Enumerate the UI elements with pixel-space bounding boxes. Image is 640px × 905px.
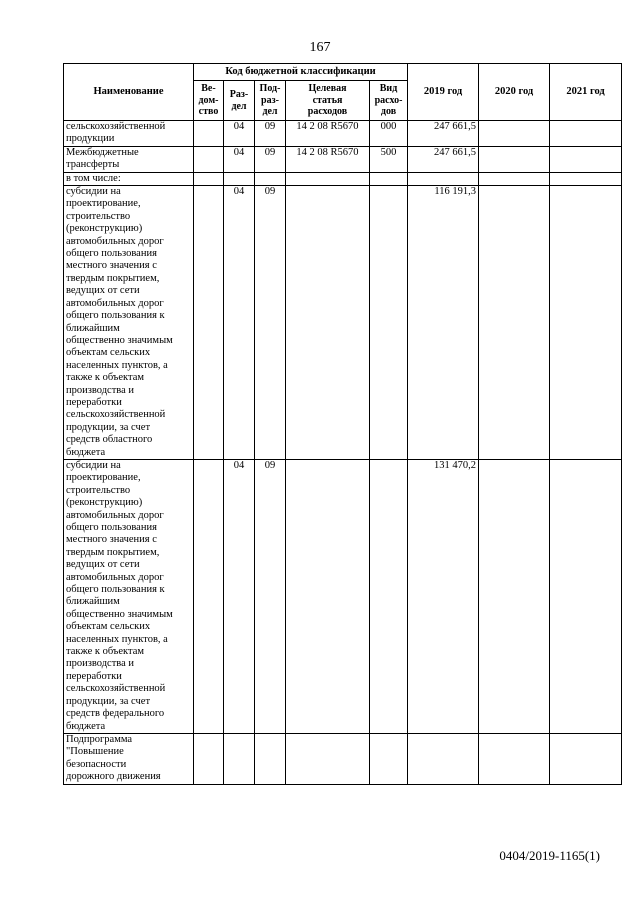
row-vedomstvo bbox=[194, 172, 224, 185]
header-row-1 bbox=[64, 64, 622, 81]
page-number: 167 bbox=[309, 40, 331, 55]
row-name: сельскохозяйственной продукции bbox=[64, 121, 194, 147]
row-2020 bbox=[479, 186, 550, 460]
row-2019: 131 470,2 bbox=[408, 459, 479, 733]
row-2019 bbox=[408, 733, 479, 784]
row-vedomstvo bbox=[194, 186, 224, 460]
row-vid: 000 bbox=[370, 121, 408, 147]
table-row bbox=[64, 121, 622, 147]
row-name: Подпрограмма "Повышение безопасности дорожного движения bbox=[64, 733, 194, 784]
row-2019 bbox=[408, 172, 479, 185]
row-2021 bbox=[550, 172, 622, 185]
row-tselevaya: 14 2 08 R5670 bbox=[286, 121, 370, 147]
row-vid bbox=[370, 733, 408, 784]
row-2021 bbox=[550, 186, 622, 460]
row-razdel bbox=[224, 733, 255, 784]
row-tselevaya bbox=[286, 733, 370, 784]
row-2020 bbox=[479, 733, 550, 784]
row-2021 bbox=[550, 121, 622, 147]
header-name: Наименование bbox=[64, 64, 194, 121]
row-vid bbox=[370, 172, 408, 185]
row-vedomstvo bbox=[194, 121, 224, 147]
row-razdel: 04 bbox=[224, 186, 255, 460]
row-name: субсидии на проектирование, строительство (реконструкцию) автомобильных дорог общего пользования местного значения с твердым покрытием, ведущих от сети автомобильных дорог общего пользования к ближайшим общественно значимым объектам сельских населенных пунктов, а также к объектам производства и переработки сельскохозяйственной продукции, за счет средств федерального бюджета bbox=[64, 459, 194, 733]
table-row bbox=[64, 733, 622, 784]
row-2020 bbox=[479, 146, 550, 172]
header-code-group: Код бюджетной классификации bbox=[194, 64, 408, 81]
header-2021: 2021 год bbox=[550, 64, 622, 121]
row-vid: 500 bbox=[370, 146, 408, 172]
row-name: субсидии на проектирование, строительство (реконструкцию) автомобильных дорог общего пользования местного значения с твердым покрытием, ведущих от сети автомобильных дорог общего пользования к ближайшим общественно значимым объектам сельских населенных пунктов, а также к объектам производства и переработки сельскохозяйственной продукции, за счет средств областного бюджета bbox=[64, 186, 194, 460]
row-2019: 116 191,3 bbox=[408, 186, 479, 460]
row-razdel: 04 bbox=[224, 121, 255, 147]
row-2020 bbox=[479, 459, 550, 733]
row-tselevaya bbox=[286, 172, 370, 185]
row-podrazdel: 09 bbox=[255, 459, 286, 733]
row-podrazdel: 09 bbox=[255, 146, 286, 172]
row-podrazdel: 09 bbox=[255, 186, 286, 460]
row-razdel: 04 bbox=[224, 146, 255, 172]
row-vid bbox=[370, 186, 408, 460]
row-2021 bbox=[550, 459, 622, 733]
row-podrazdel bbox=[255, 733, 286, 784]
row-2020 bbox=[479, 121, 550, 147]
row-razdel: 04 bbox=[224, 459, 255, 733]
row-2021 bbox=[550, 733, 622, 784]
row-2019: 247 661,5 bbox=[408, 121, 479, 147]
header-2019: 2019 год bbox=[408, 64, 479, 121]
row-name: Межбюджетные трансферты bbox=[64, 146, 194, 172]
row-vid bbox=[370, 459, 408, 733]
header-razdel: Раз- дел bbox=[224, 81, 255, 121]
document-code: 0404/2019-1165(1) bbox=[499, 848, 600, 863]
table-row bbox=[64, 186, 622, 460]
row-razdel bbox=[224, 172, 255, 185]
row-name: в том числе: bbox=[64, 172, 194, 185]
header-podrazdel: Под- раз- дел bbox=[255, 81, 286, 121]
header-vedomstvo: Ве- дом- ство bbox=[194, 81, 224, 121]
table-row bbox=[64, 459, 622, 733]
header-vid: Вид расхо- дов bbox=[370, 81, 408, 121]
header-tselevaya: Целевая статья расходов bbox=[286, 81, 370, 121]
row-podrazdel bbox=[255, 172, 286, 185]
row-vedomstvo bbox=[194, 733, 224, 784]
row-vedomstvo bbox=[194, 146, 224, 172]
row-2021 bbox=[550, 146, 622, 172]
row-2020 bbox=[479, 172, 550, 185]
row-tselevaya: 14 2 08 R5670 bbox=[286, 146, 370, 172]
table-row bbox=[64, 146, 622, 172]
budget-table bbox=[63, 63, 622, 785]
row-tselevaya bbox=[286, 459, 370, 733]
row-vedomstvo bbox=[194, 459, 224, 733]
header-2020: 2020 год bbox=[479, 64, 550, 121]
row-podrazdel: 09 bbox=[255, 121, 286, 147]
table-row bbox=[64, 172, 622, 185]
row-tselevaya bbox=[286, 186, 370, 460]
row-2019: 247 661,5 bbox=[408, 146, 479, 172]
